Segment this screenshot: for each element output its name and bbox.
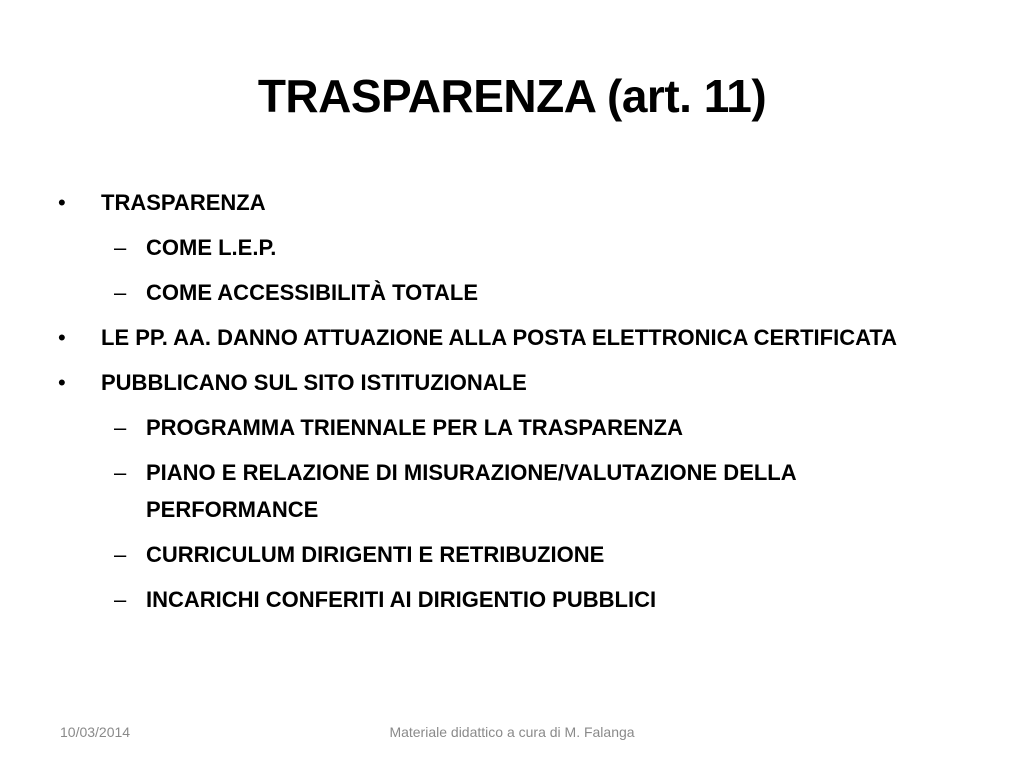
dash-icon: –: [114, 235, 127, 260]
dash-icon: –: [114, 587, 127, 612]
sub-bullet-text: COME L.E.P.: [146, 235, 277, 260]
sub-bullet-text: CURRICULUM DIRIGENTI E RETRIBUZIONE: [146, 542, 605, 567]
dash-icon: –: [114, 542, 127, 567]
slide-body: [58, 184, 958, 618]
bullet-text: LE PP. AA. DANNO ATTUAZIONE ALLA POSTA ELETTRONICA CERTIFICATA: [101, 325, 898, 350]
sub-bullet-item: [58, 229, 958, 266]
bullet-icon: •: [58, 370, 66, 395]
bullet-icon: •: [58, 190, 66, 215]
sub-bullet-text: PROGRAMMA TRIENNALE PER LA TRASPARENZA: [146, 415, 683, 440]
sub-bullet-item: [58, 536, 958, 573]
sub-bullet-item: [58, 409, 958, 446]
bullet-item: [58, 184, 958, 221]
bullet-icon: •: [58, 325, 66, 350]
slide-title: TRASPARENZA (art. 11): [257, 70, 767, 122]
sub-bullet-text: INCARICHI CONFERITI AI DIRIGENTIO PUBBLICI: [146, 587, 657, 612]
dash-icon: –: [114, 460, 127, 485]
sub-bullet-text: COME ACCESSIBILITÀ TOTALE: [146, 280, 479, 305]
bullet-item: [58, 319, 958, 356]
bullet-text: TRASPARENZA: [101, 190, 266, 215]
sub-bullet-item: [58, 274, 958, 311]
sub-bullet-item: [58, 454, 958, 528]
sub-bullet-text: PIANO E RELAZIONE DI MISURAZIONE/VALUTAZIONE DELLA PERFORMANCE: [146, 460, 796, 522]
dash-icon: –: [114, 415, 127, 440]
bullet-item: [58, 364, 958, 401]
footer-date: 10/03/2014: [60, 724, 131, 740]
dash-icon: –: [114, 280, 127, 305]
footer-credit: Materiale didattico a cura di M. Falanga: [389, 724, 635, 740]
bullet-text: PUBBLICANO SUL SITO ISTITUZIONALE: [101, 370, 527, 395]
sub-bullet-item: [58, 581, 958, 618]
